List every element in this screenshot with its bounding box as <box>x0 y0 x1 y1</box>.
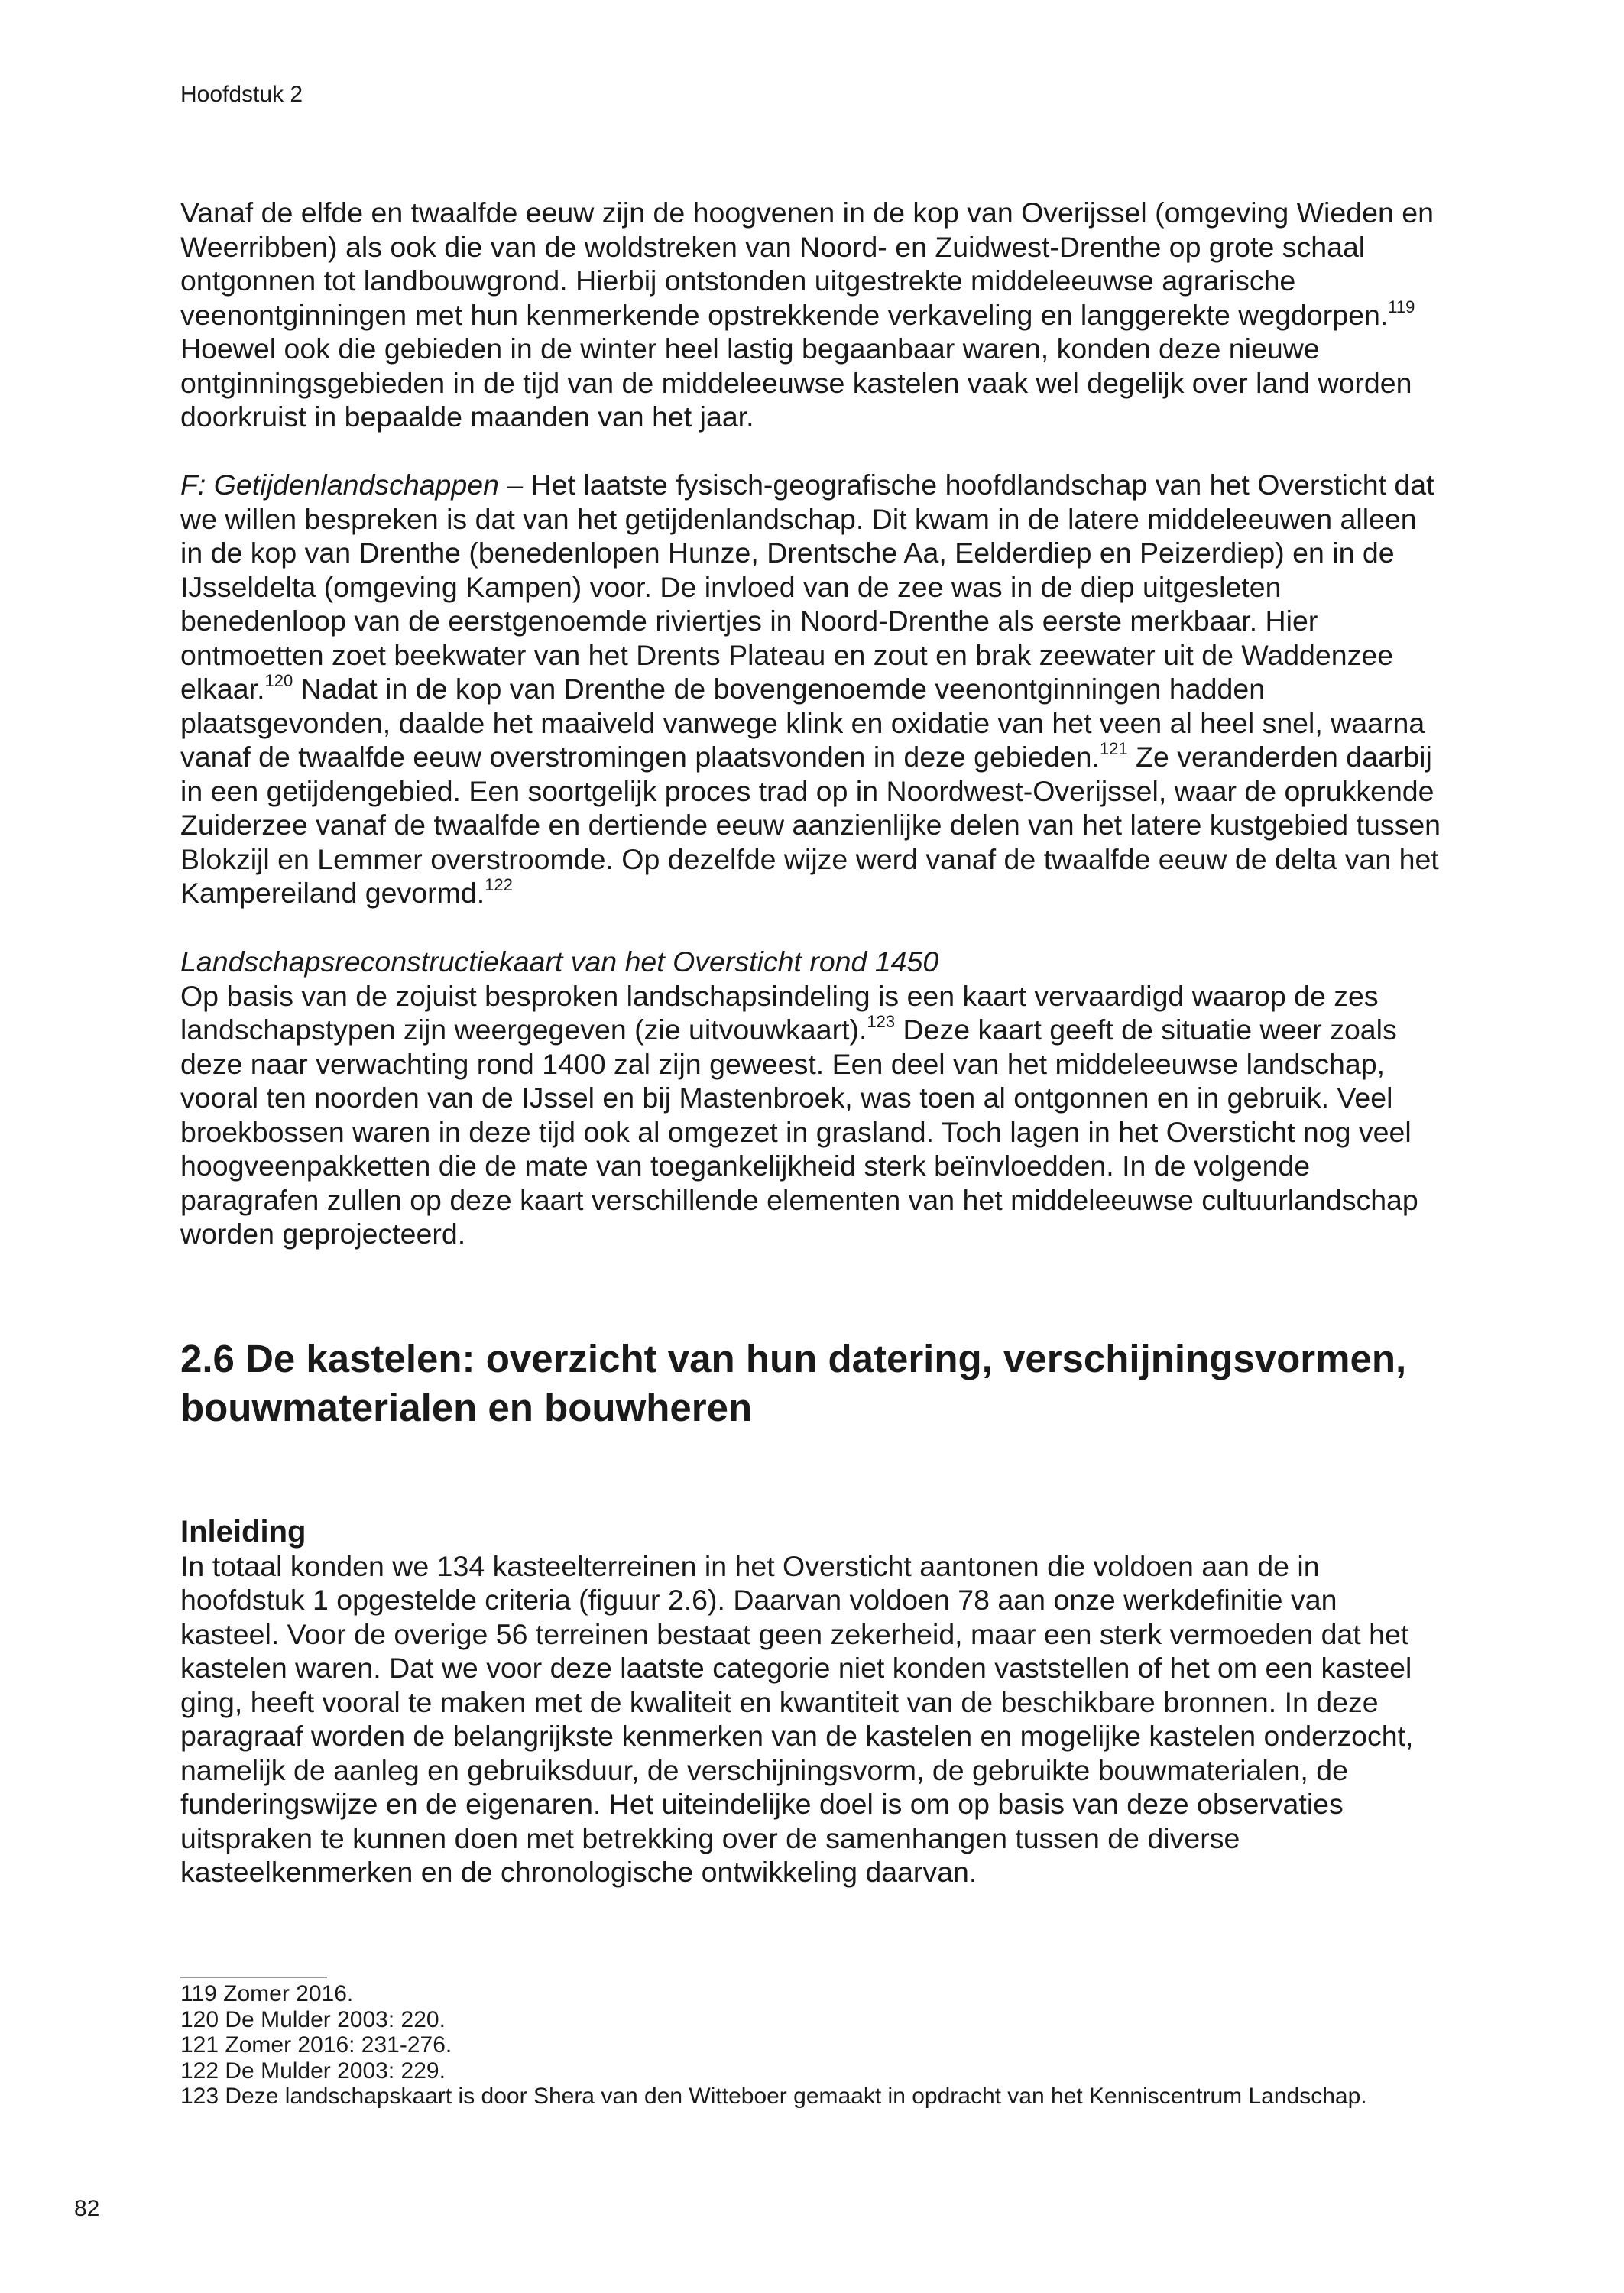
footnote-ref-123[interactable]: 123 <box>867 1012 896 1031</box>
paragraph-heading-italic: Landschapsreconstructiekaart van het Oversticht rond 1450 <box>180 945 939 978</box>
paragraph-text: Vanaf de elfde en twaalfde eeuw zijn de hoogvenen in de kop van Overijssel (omgeving Wieden en Weerribben) als ook die van de woldstreken van Noord- en Zuidwest-Drenthe op grote schaal ontgonnen tot landbouwgrond. Hierbij ontstonden uitgestrekte middeleeuwse agrarische veenontginningen met hun kenmerkende opstrekkende verkaveling en langgerekte wegdorpen. <box>180 196 1434 331</box>
paragraph-text: Nadat in de kop van Drenthe de bovengenoemde veenontginningen hadden plaatsgevonden, daalde het maaiveld vanwege klink en oxidatie van het veen al heel snel, waarna vanaf de twaalfde eeuw overstromingen plaatsvonden in deze gebieden. <box>180 673 1425 773</box>
subheading-inleiding: Inleiding <box>180 1515 306 1549</box>
footnote: 123 Deze landschapskaart is door Shera van den Witteboer gemaakt in opdracht van het Kenniscentrum Landschap. <box>180 2084 1367 2109</box>
section-heading-line: 2.6 De kastelen: overzicht van hun datering, verschijningsvormen, <box>180 1337 1407 1380</box>
paragraph-text: Deze kaart geeft de situatie weer zoals deze naar verwachting rond 1400 zal zijn geweest. Een deel van het middeleeuwse landschap, vooral ten noorden van de IJssel en bij Mastenbroek, was toen al ontgonnen en in gebruik. Veel broekbossen waren in deze tijd ook al omgezet in grasland. Toch lagen in het Oversticht nog veel hoogveenpakketten die de mate van toegankelijkheid sterk beïnvloedden. In de volgende paragrafen zullen op deze kaart verschillende elementen van het middeleeuwse cultuurlandschap worden geprojecteerd. <box>180 1014 1418 1250</box>
footnote-ref-119[interactable]: 119 <box>1388 297 1415 316</box>
section-heading-line: bouwmaterialen en bouwheren <box>180 1386 753 1429</box>
paragraph-landschapsreconstructie <box>180 945 1444 1251</box>
paragraph-text: – Het laatste fysisch-geografische hoofdlandschap van het Oversticht dat we willen bespreken is dat van het getijdenlandschap. Dit kwam in de latere middeleeuwen alleen in de kop van Drenthe (benedenlopen Hunze, Drentsche Aa, Eelderdiep en Peizerdiep) en in de IJsseldelta (omgeving Kampen) voor. De invloed van de zee was in de diep uitgesleten benedenloop van de eerstgenoemde riviertjes in Noord-Drenthe als eerste merkbaar. Hier ontmoetten zoet beekwater van het Drents Plateau en zout en brak zeewater uit de Waddenzee elkaar. <box>180 469 1434 705</box>
footnote: 121 Zomer 2016: 231-276. <box>180 2032 452 2058</box>
paragraph-text: Op basis van de zojuist besproken landschapsindeling is een kaart vervaardigd waarop de zes landschapstypen zijn weergegeven (zie uitvouwkaart). <box>180 979 1379 1046</box>
paragraph-text: Hoewel ook die gebieden in de winter heel lastig begaanbaar waren, konden deze nieuwe ontginningsgebieden in de tijd van de middeleeuwse kastelen vaak wel degelijk over land worden doorkruist in bepaalde maanden van het jaar. <box>180 332 1412 433</box>
footnote-ref-120[interactable]: 120 <box>264 671 293 690</box>
paragraph-hoogvenen <box>180 196 1444 434</box>
paragraph-getijdenlandschappen <box>180 468 1444 910</box>
paragraph-lead-italic: F: Getijdenlandschappen <box>180 469 499 501</box>
footnote-ref-121[interactable]: 121 <box>1099 739 1128 758</box>
section-introduction <box>180 1515 1444 1889</box>
paragraph-text: In totaal konden we 134 kasteelterreinen in het Oversticht aantonen die voldoen aan de in hoofdstuk 1 opgestelde criteria (figuur 2.6). Daarvan voldoen 78 aan onze werkdefinitie van kasteel. Voor de overige 56 terreinen bestaat geen zekerheid, maar een sterk vermoeden dat het kastelen waren. Dat we voor deze laatste categorie niet konden vaststellen of het om een kasteel ging, heeft vooral te maken met de kwaliteit en kwantiteit van de beschikbare bronnen. In deze paragraaf worden de belangrijkste kenmerken van de kastelen en mogelijke kastelen onderzocht, namelijk de aanleg en gebruiksduur, de verschijningsvorm, de gebruikte bouwmaterialen, de funderingswijze en de eigenaren. Het uiteindelijke doel is om op basis van deze observaties uitspraken te kunnen doen met betrekking over de samenhangen tussen de diverse kasteelkenmerken en de chronologische ontwikkeling daarvan. <box>180 1549 1414 1888</box>
footnote: 119 Zomer 2016. <box>180 1981 354 2006</box>
footnote: 120 De Mulder 2003: 220. <box>180 2006 446 2032</box>
footnote: 122 De Mulder 2003: 229. <box>180 2058 446 2084</box>
running-head: Hoofdstuk 2 <box>180 82 303 107</box>
page-number: 82 <box>74 2196 100 2221</box>
footnote-separator <box>180 1977 327 1978</box>
section-heading <box>180 1335 1464 1432</box>
footnotes <box>180 1981 1444 2110</box>
paragraph-text: Ze veranderden daarbij in een getijdengebied. Een soortgelijk proces trad op in Noordwest-Overijssel, waar de oprukkende Zuiderzee vanaf de twaalfde en dertiende eeuw aanzienlijke delen van het latere kustgebied tussen Blokzijl en Lemmer overstroomde. Op dezelfde wijze werd vanaf de twaalfde eeuw de delta van het Kampereiland gevormd. <box>180 741 1441 909</box>
footnote-ref-122[interactable]: 122 <box>485 875 513 894</box>
